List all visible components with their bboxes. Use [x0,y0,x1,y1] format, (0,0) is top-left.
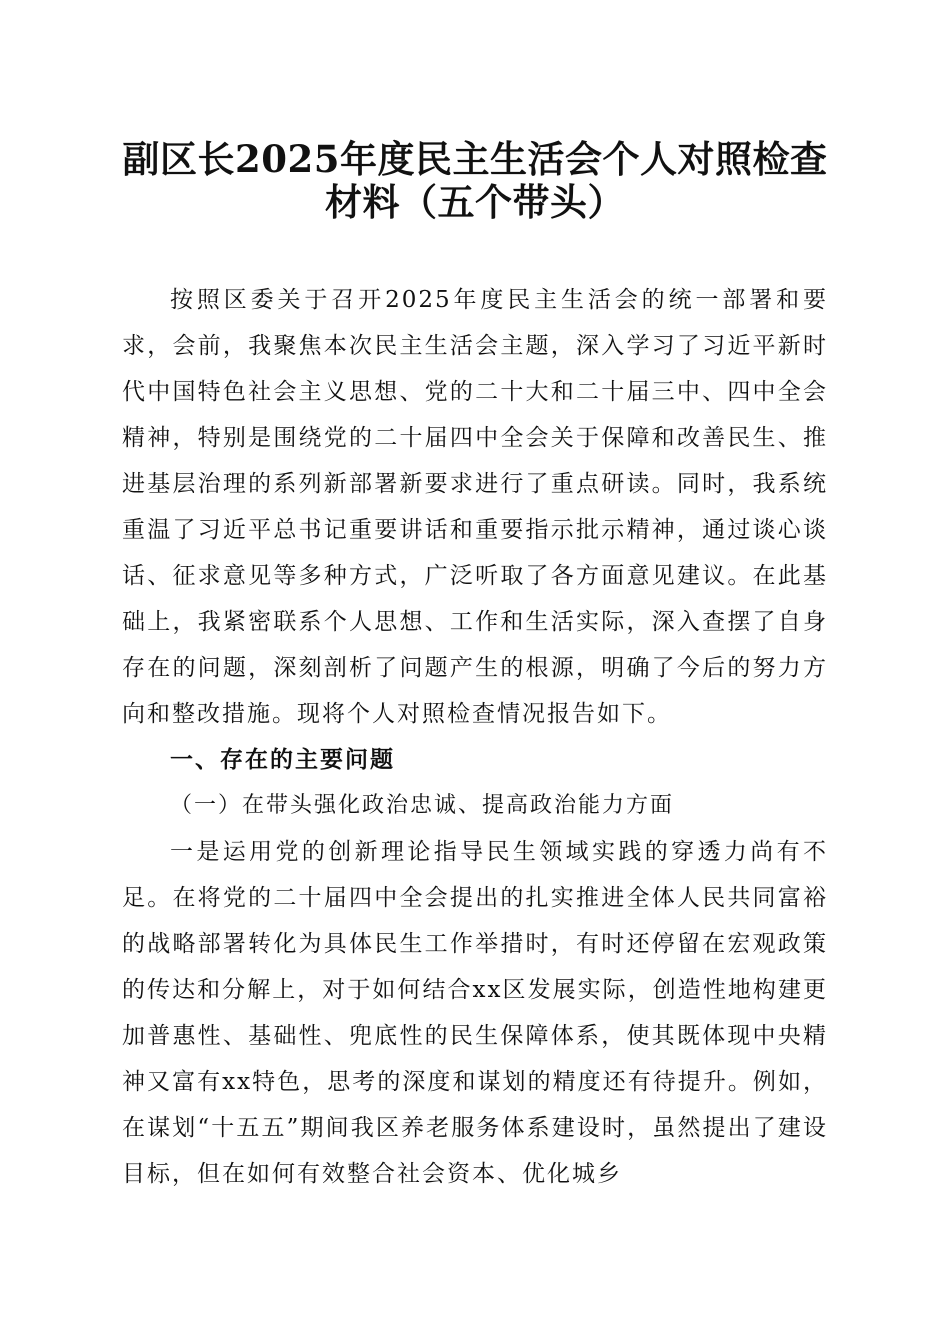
document-body [122,277,828,1197]
subsection-paragraph: 一是运用党的创新理论指导民生领域实践的穿透力尚有不足。在将党的二十届四中全会提出的扎实推进全体人民共同富裕的战略部署转化为具体民生工作举措时，有时还停留在宏观政策的传达和分解上，对于如何结合xx区发展实际，创造性地构建更加普惠性、基础性、兜底性的民生保障体系，使其既体现中央精神又富有xx特色，思考的深度和谋划的精度还有待提升。例如，在谋划“十五五”期间我区养老服务体系建设时，虽然提出了建设目标，但在如何有效整合社会资本、优化城乡 [122,839,828,1187]
intro-paragraph: 按照区委关于召开2025年度民主生活会的统一部署和要求，会前，我聚焦本次民主生活会主题，深入学习了习近平新时代中国特色社会主义思想、党的二十大和二十届三中、四中全会精神，特别是围绕党的二十届四中全会关于保障和改善民生、推进基层治理的系列新部署新要求进行了重点研读。同时，我系统重温了习近平总书记重要讲话和重要指示批示精神，通过谈心谈话、征求意见等多种方式，广泛听取了各方面意见建议。在此基础上，我紧密联系个人思想、工作和生活实际，深入查摆了自身存在的问题，深刻剖析了问题产生的根源，明确了今后的努力方向和整改措施。现将个人对照检查情况报告如下。 [122,287,828,727]
section-heading: 一、存在的主要问题 [170,747,395,773]
document-title: 副区长2025年度民主生活会个人对照检查材料（五个带头） [122,137,828,224]
subsection-heading: （一）在带头强化政治忠诚、提高政治能力方面 [170,793,675,818]
